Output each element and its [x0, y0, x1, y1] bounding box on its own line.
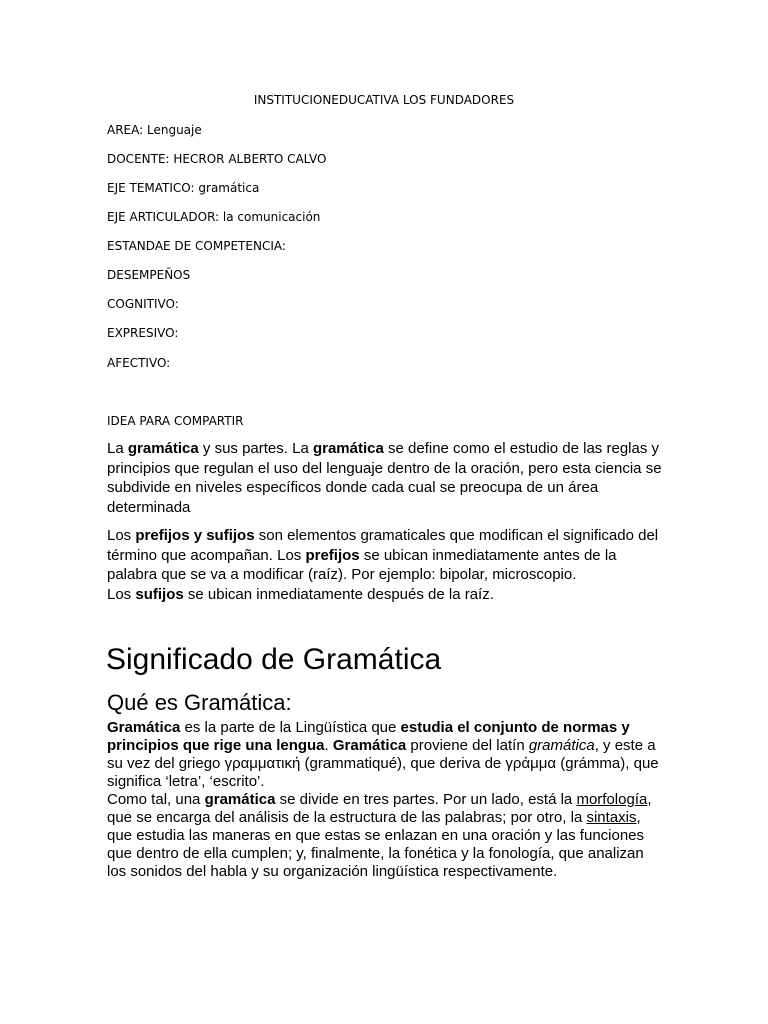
text-run: se define como el estudio de las reglas y principios que regulan el uso del lenguaje dentro de la oración, pero esta ciencia se subdivide en niveles específicos donde cada cual se preocupa de un área determinada: [107, 440, 662, 516]
desempenos-field: DESEMPEÑOS: [107, 268, 191, 282]
text-run: se divide en tres partes. Por un lado, está la: [275, 791, 577, 808]
idea-heading: IDEA PARA COMPARTIR: [107, 414, 244, 428]
eje-tematico-field: EJE TEMATICO: gramática: [107, 181, 260, 195]
text-run: es la parte de la Lingüística que: [180, 719, 401, 736]
cognitivo-field: COGNITIVO:: [107, 297, 179, 311]
text-run: , y este a su vez del griego γραμματική (grammatiqué), que deriva de γράμμα (grámma), que significa ‘letra’, ‘escrito’.: [107, 737, 659, 790]
bold-term: gramática: [312, 440, 384, 457]
text-run: Como tal, una: [107, 791, 205, 808]
morfologia-link[interactable]: morfología: [576, 791, 648, 808]
text-run: , que estudia las maneras en que estas se enlazan en una oración y las funciones que dentro de ella cumplen; y, finalmente, la fonética y la fonología, que analizan los sonidos del habla y su organización lingüística respectivamente.: [107, 809, 645, 880]
bold-term: sufijos: [135, 585, 184, 603]
text-run: , que se encarga del análisis de la estructura de las palabras; por otro, la: [107, 791, 652, 826]
text-run: son elementos gramaticales que modifican el significado del término que acompañan. Los: [107, 527, 659, 564]
text-run: se ubican inmediatamente después de la raíz.: [183, 585, 494, 603]
text-run: se ubican inmediatamente antes de la palabra que se va a modificar (raíz). Por ejemplo: bipolar, microscopio.: [107, 546, 617, 583]
estandar-field: ESTANDAE DE COMPETENCIA:: [107, 239, 286, 253]
docente-field: DOCENTE: HECROR ALBERTO CALVO: [107, 152, 327, 166]
sintaxis-link[interactable]: sintaxis: [586, 809, 637, 826]
bold-term: gramática: [127, 440, 199, 457]
afectivo-field: AFECTIVO:: [107, 356, 171, 370]
paragraph-prefijos: [107, 526, 667, 604]
bold-term: Gramática: [107, 719, 181, 736]
text-run: proviene del latín: [406, 737, 529, 754]
text-run: Los: [107, 585, 136, 603]
bold-term: estudia el conjunto de normas y principios que rige una lengua: [107, 719, 630, 754]
section-subtitle: Qué es Gramática:: [107, 690, 292, 715]
bold-term: Gramática: [332, 737, 407, 754]
expresivo-field: EXPRESIVO:: [107, 326, 179, 340]
school-name: INSTITUCIONEDUCATIVA LOS FUNDADORES: [253, 93, 515, 107]
bold-term: gramática: [204, 791, 276, 808]
bold-term: prefijos: [305, 546, 360, 564]
eje-articulador-field: EJE ARTICULADOR: la comunicación: [107, 210, 321, 224]
paragraph-definicion: [107, 719, 667, 881]
text-run: y sus partes. La: [198, 440, 313, 457]
italic-term: gramática: [528, 737, 595, 754]
bold-term: prefijos y sufijos: [135, 527, 255, 544]
section-title: Significado de Gramática: [106, 643, 442, 676]
area-field: AREA: Lenguaje: [107, 123, 202, 137]
text-run: .: [324, 737, 333, 754]
text-run: Los: [107, 527, 136, 544]
text-run: La: [107, 440, 128, 457]
paragraph-gramatica: [107, 439, 667, 517]
